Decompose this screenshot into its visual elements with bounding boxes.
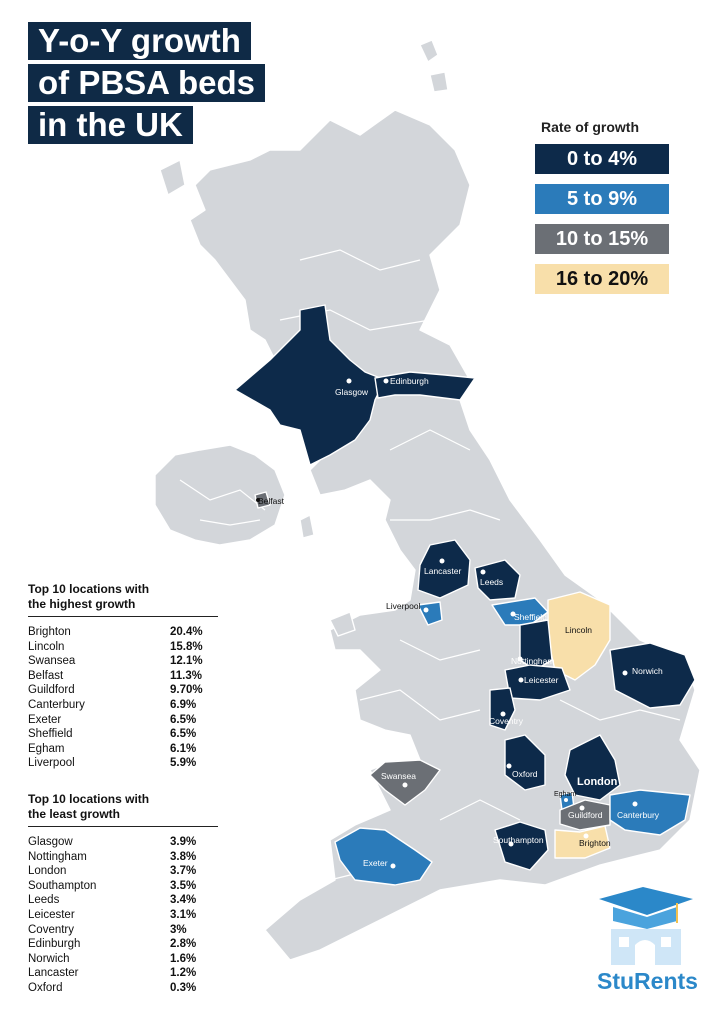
- legend-item-16-20: 16 to 20%: [535, 264, 669, 294]
- row-place: Lincoln: [28, 640, 65, 653]
- label-liverpool: Liverpool: [386, 601, 421, 611]
- least-heading-line-2: the least growth: [28, 807, 121, 821]
- row-value: 9.70%: [170, 684, 203, 697]
- table-row: [28, 981, 218, 996]
- highest-growth-table: [28, 582, 218, 771]
- label-oxford: Oxford: [512, 769, 538, 779]
- row-value: 3.1%: [170, 908, 197, 921]
- row-place: Leeds: [28, 894, 60, 907]
- table-row: [28, 952, 218, 967]
- row-value: 3.4%: [170, 894, 197, 907]
- row-place: Sheffield: [28, 728, 73, 741]
- label-london: London: [577, 776, 618, 788]
- row-value: 20.4%: [170, 626, 203, 638]
- table-row: [28, 879, 218, 894]
- island-north: [420, 40, 438, 62]
- row-place: Leicester: [28, 908, 75, 921]
- row-value: 6.5%: [170, 713, 197, 726]
- table-row: [28, 923, 218, 938]
- row-place: Nottingham: [28, 850, 87, 863]
- row-value: 11.3%: [170, 669, 202, 682]
- label-leeds: Leeds: [480, 577, 504, 587]
- row-value: 3.5%: [170, 879, 197, 892]
- table-row: [28, 835, 218, 850]
- row-place: Coventry: [28, 923, 75, 936]
- row-value: 3.7%: [170, 865, 197, 878]
- least-growth-heading: [28, 792, 218, 827]
- label-egham: Egham: [554, 791, 577, 798]
- title-line-1: Y-o-Y growth: [28, 22, 251, 60]
- table-row: [28, 727, 218, 742]
- label-edinburgh: Edinburgh: [390, 376, 429, 386]
- label-norwich: Norwich: [632, 666, 663, 676]
- isle-of-man: [300, 515, 314, 538]
- label-exeter: Exeter: [363, 858, 388, 868]
- row-place: Guildford: [28, 684, 75, 697]
- table-row: [28, 742, 218, 757]
- title-line-3: in the UK: [28, 106, 193, 144]
- table-row: [28, 640, 218, 655]
- legend-item-5-9: 5 to 9%: [535, 184, 669, 214]
- highest-heading-line-2: the highest growth: [28, 597, 136, 611]
- legend-title: Rate of growth: [541, 119, 639, 135]
- table-row: [28, 713, 218, 728]
- row-place: Canterbury: [28, 698, 85, 711]
- label-belfast: Belfast: [258, 496, 284, 506]
- row-place: Liverpool: [28, 757, 75, 770]
- label-canterbury: Canterbury: [617, 810, 660, 820]
- row-value: 3.8%: [170, 850, 197, 863]
- row-place: Belfast: [28, 669, 64, 682]
- table-row: [28, 669, 218, 684]
- table-row: [28, 654, 218, 669]
- least-heading-line-1: Top 10 locations with: [28, 792, 150, 806]
- table-row: [28, 756, 218, 771]
- row-value: 5.9%: [170, 757, 197, 770]
- label-glasgow: Glasgow: [335, 387, 369, 397]
- row-value: 15.8%: [170, 640, 203, 653]
- row-value: 12.1%: [170, 655, 203, 668]
- row-value: 1.6%: [170, 952, 197, 965]
- least-growth-table: [28, 792, 218, 996]
- legend-item-0-4: 0 to 4%: [535, 144, 669, 174]
- row-place: Glasgow: [28, 836, 73, 848]
- table-row: [28, 864, 218, 879]
- highest-heading-line-1: Top 10 locations with: [28, 582, 150, 596]
- table-row: [28, 937, 218, 952]
- row-place: Oxford: [28, 981, 63, 994]
- row-value: 3.9%: [170, 836, 197, 848]
- row-value: 0.3%: [170, 981, 197, 994]
- row-place: Norwich: [28, 952, 70, 965]
- row-place: Edinburgh: [28, 938, 81, 951]
- row-value: 6.1%: [170, 742, 197, 755]
- label-guildford: Guildford: [568, 810, 603, 820]
- row-value: 6.9%: [170, 698, 197, 711]
- row-place: Southampton: [28, 879, 97, 892]
- label-lincoln: Lincoln: [565, 625, 592, 635]
- island-west: [160, 160, 185, 195]
- highest-growth-heading: [28, 582, 218, 617]
- row-place: Egham: [28, 742, 65, 755]
- row-value: 3%: [170, 923, 187, 936]
- row-place: Brighton: [28, 626, 71, 638]
- island-north-2: [430, 72, 448, 92]
- table-row: [28, 893, 218, 908]
- brand-name: StuRents: [597, 968, 698, 994]
- label-coventry: Coventry: [489, 716, 524, 726]
- row-value: 2.8%: [170, 938, 197, 951]
- label-leicester: Leicester: [524, 675, 559, 685]
- label-nottingham: Nottingham: [511, 656, 555, 666]
- table-row: [28, 908, 218, 923]
- row-place: Swansea: [28, 655, 76, 668]
- row-value: 1.2%: [170, 967, 197, 980]
- label-brighton: Brighton: [579, 838, 611, 848]
- table-row: [28, 850, 218, 865]
- label-sheffield: Sheffield: [514, 612, 547, 622]
- row-value: 6.5%: [170, 728, 197, 741]
- table-row: [28, 698, 218, 713]
- row-place: London: [28, 865, 67, 878]
- legend-item-10-15: 10 to 15%: [535, 224, 669, 254]
- table-row: [28, 625, 218, 640]
- label-lancaster: Lancaster: [424, 566, 462, 576]
- label-swansea: Swansea: [381, 771, 416, 781]
- title-line-2: of PBSA beds: [28, 64, 265, 102]
- row-place: Exeter: [28, 713, 62, 726]
- label-southampton: Southampton: [493, 835, 544, 845]
- row-place: Lancaster: [28, 967, 79, 980]
- table-row: [28, 966, 218, 981]
- table-row: [28, 683, 218, 698]
